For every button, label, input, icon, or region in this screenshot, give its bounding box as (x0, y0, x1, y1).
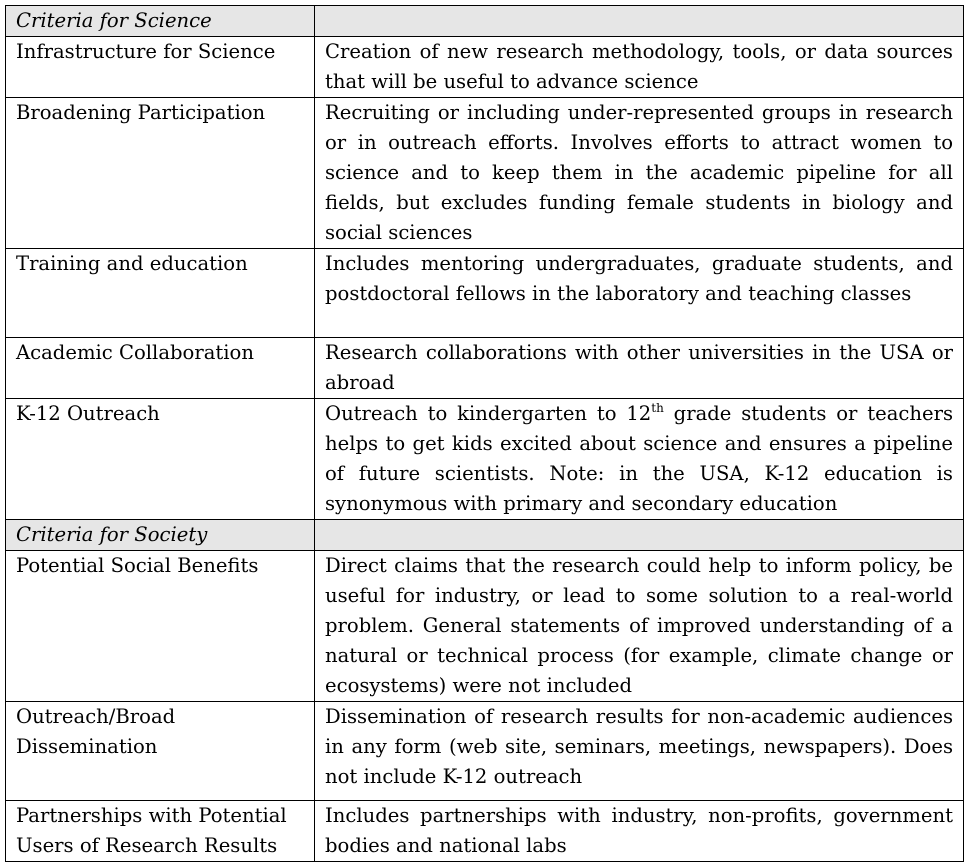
table-row (6, 37, 964, 98)
criterion-cell: Outreach/Broad Dissemination (6, 702, 315, 801)
section-empty-cell (315, 6, 964, 37)
description-cell: Direct claims that the research could help to inform policy, be useful for industry, or lead to some solution to a real-world problem. General statements of improved understanding of a natural or technical process (for example, climate change or ecosystems) were not included (315, 551, 964, 702)
section-empty-cell (315, 520, 964, 551)
table-row (6, 399, 964, 520)
description-cell: Research collaborations with other universities in the USA or abroad (315, 338, 964, 399)
description-cell: Recruiting or including under-represented groups in research or in outreach efforts. Involves efforts to attract women to science and to keep them in the academic pipeline for all fields, but excludes funding female students in biology and social sciences (315, 98, 964, 249)
description-cell: Dissemination of research results for non-academic audiences in any form (web site, seminars, meetings, newspapers). Does not include K-12 outreach (315, 702, 964, 801)
table-row (6, 801, 964, 862)
section-label: Criteria for Science (6, 6, 315, 37)
description-cell: Includes partnerships with industry, non-profits, government bodies and national labs (315, 801, 964, 862)
section-header-society (6, 520, 964, 551)
criteria-table (5, 5, 964, 862)
criterion-cell: Training and education (6, 249, 315, 338)
criterion-cell: Potential Social Benefits (6, 551, 315, 702)
ordinal-superscript: th (651, 401, 664, 415)
section-header-science (6, 6, 964, 37)
description-cell (315, 399, 964, 520)
criterion-cell: Academic Collaboration (6, 338, 315, 399)
criterion-cell: Broadening Participation (6, 98, 315, 249)
description-cell: Creation of new research methodology, tools, or data sources that will be useful to advance science (315, 37, 964, 98)
table-row (6, 338, 964, 399)
criterion-cell: Infrastructure for Science (6, 37, 315, 98)
criterion-cell: K-12 Outreach (6, 399, 315, 520)
description-text: grade students or teachers helps to get kids excited about science and ensures a pipeline of future scientists. Note: in the USA, K-12 education is synonymous with primary and secondary education (325, 402, 953, 515)
description-text: Outreach to kindergarten to 12 (325, 402, 652, 425)
criterion-cell: Partnerships with Potential Users of Research Results (6, 801, 315, 862)
section-label: Criteria for Society (6, 520, 315, 551)
table-row (6, 98, 964, 249)
description-cell: Includes mentoring undergraduates, graduate students, and postdoctoral fellows in the laboratory and teaching classes (315, 249, 964, 338)
table-row (6, 249, 964, 338)
table-row (6, 702, 964, 801)
table-row (6, 551, 964, 702)
